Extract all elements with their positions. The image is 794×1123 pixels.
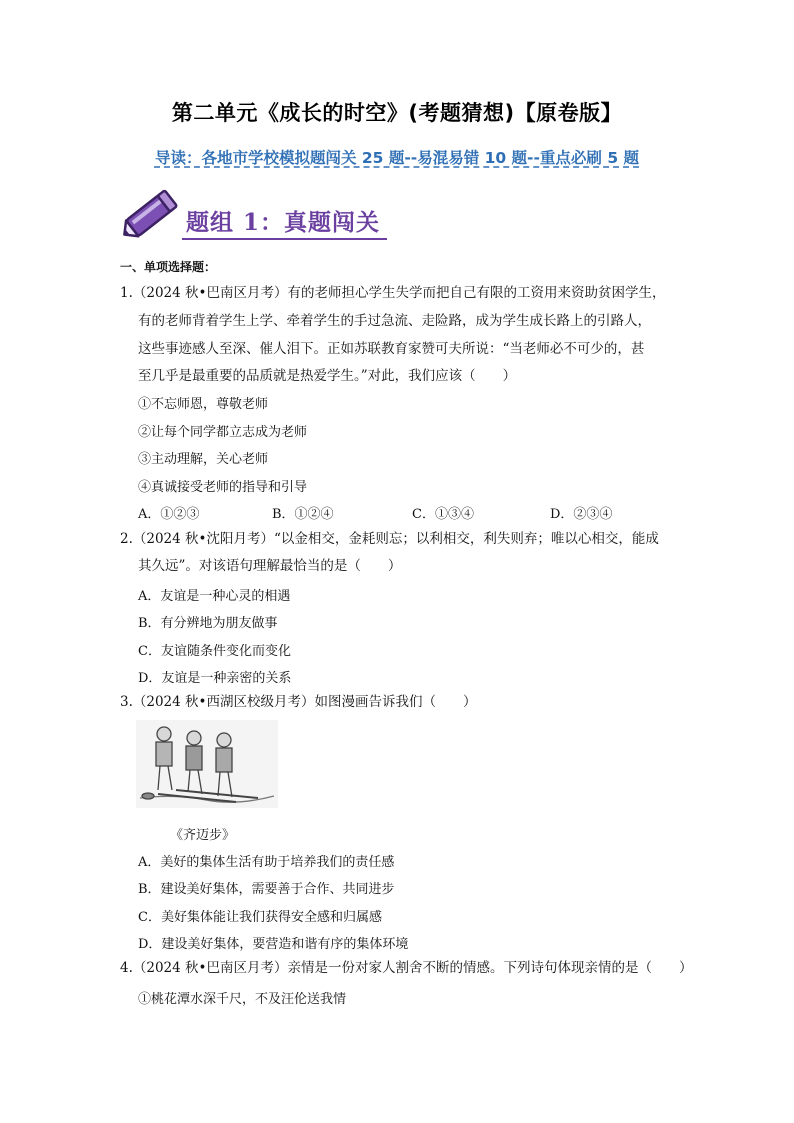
option-b[interactable]: B．有分辨地为朋友做事 [138,616,278,631]
option-c[interactable]: C．友谊随条件变化而变化 [138,644,291,659]
option-a[interactable]: A．①②③ [138,507,200,522]
cartoon-caption: 《齐迈步》 [170,828,236,843]
option-c[interactable]: C．①③④ [412,507,474,522]
question-2-stem-line: 其久远”。对该语句理解最恰当的是（ ） [138,558,402,574]
pencil-icon [118,182,184,248]
group-header [118,182,438,248]
question-4-item: ①桃花潭水深千尺，不及汪伦送我情 [138,992,347,1007]
section-heading: 一、单项选择题： [120,260,217,274]
option-d[interactable]: D．建设美好集体，要营造和谐有序的集体环境 [138,937,409,952]
cartoon-image [136,720,278,808]
question-1-stem-line: 这些事迹感人至深、催人泪下。正如苏联教育家赞可夫所说：“当老师必不可少的，甚 [138,341,645,357]
question-1-stem-line: 有的老师背着学生上学、牵着学生的手过急流、走险路，成为学生成长路上的引路人， [138,313,651,329]
option-b[interactable]: B．①②④ [272,507,334,522]
page-title: 第二单元《成长的时空》(考题猜想)【原卷版】 [171,101,623,125]
question-1-item: ④真诚接受老师的指导和引导 [138,480,308,495]
question-1-options [138,503,698,523]
question-1-item: ③主动理解，关心老师 [138,452,269,467]
option-d[interactable]: D．②③④ [550,507,613,522]
group-title: 题组 1：真题闯关 [186,209,381,236]
question-2-stem-line: 2.（2024 秋•沈阳月考）“以金相交，金耗则忘；以利相交，利失则弃；唯以心相交，能成 [120,531,659,547]
question-1-stem-line: 至几乎是最重要的品质就是热爱学生。”对此，我们应该（ ） [138,368,517,384]
option-c[interactable]: C．美好集体能让我们获得安全感和归属感 [138,910,382,925]
option-b[interactable]: B．建设美好集体，需要善于合作、共同进步 [138,882,395,897]
question-4-stem-line: 4.（2024 秋•巴南区月考）亲情是一份对家人割舍不断的情感。下列诗句体现亲情的是（ ） [120,960,693,976]
question-1-item: ①不忘师恩，尊敬老师 [138,397,269,412]
question-1-stem-line: 1.（2024 秋•巴南区月考）有的老师担心学生失学而把自己有限的工资用来资助贫困学生， [120,285,666,301]
option-d[interactable]: D．友谊是一种亲密的关系 [138,671,292,686]
question-1-item: ②让每个同学都立志成为老师 [138,425,308,440]
question-3-stem-line: 3.（2024 秋•西湖区校级月考）如图漫画告诉我们（ ） [120,694,477,710]
option-a[interactable]: A．美好的集体生活有助于培养我们的责任感 [138,855,395,870]
group-title-underline [182,238,387,240]
option-a[interactable]: A．友谊是一种心灵的相遇 [138,589,291,604]
guide-line: 导读：各地市学校模拟题闯关 25 题--易混易错 10 题--重点必刷 5 题 [154,149,640,167]
